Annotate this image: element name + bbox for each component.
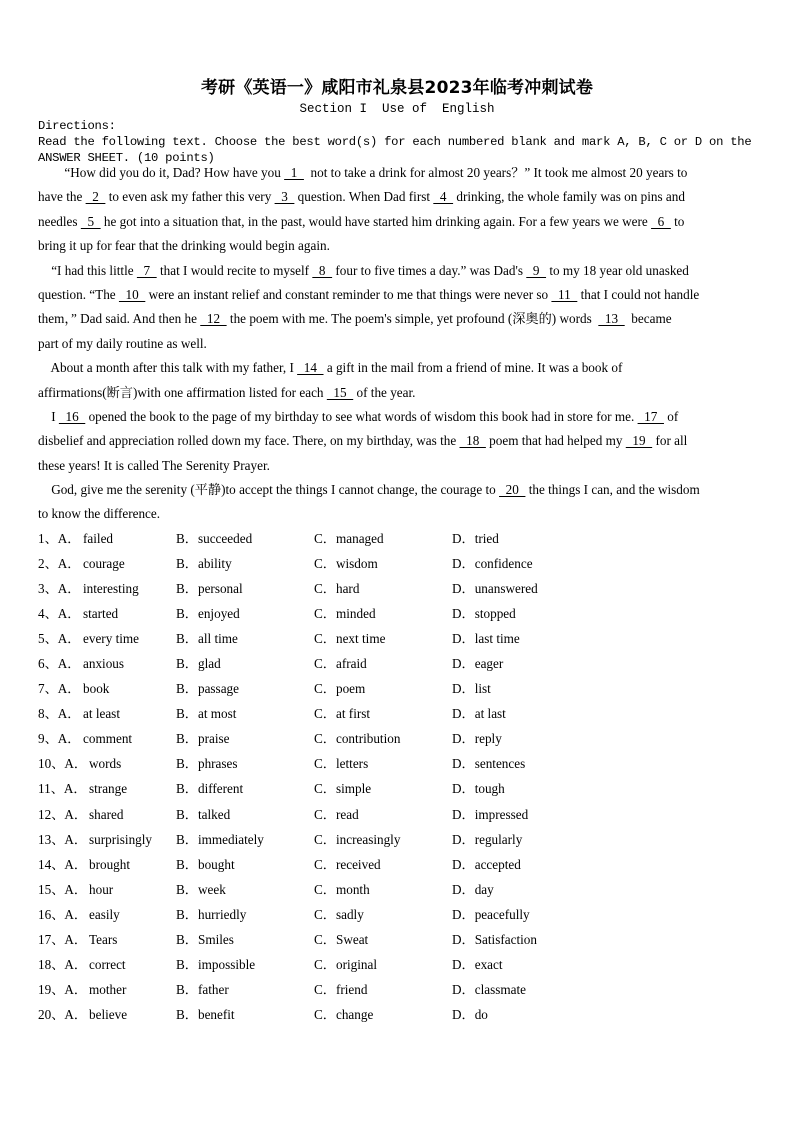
question-row — [38, 529, 758, 554]
question-row — [38, 880, 758, 905]
passage-text: question. When Dad first — [294, 189, 434, 205]
numbered-blank: 16 — [58, 408, 86, 424]
numbered-blank: 1 — [284, 165, 304, 180]
option-a[interactable]: words — [89, 756, 122, 772]
option-b[interactable]: B．hurriedly — [176, 906, 247, 922]
option-b[interactable]: B．glad — [176, 656, 221, 672]
question-number[interactable]: 6、A． — [38, 656, 81, 672]
option-c[interactable]: C．change — [314, 1006, 374, 1022]
option-b[interactable]: B．succeeded — [176, 531, 253, 546]
option-a[interactable]: brought — [89, 856, 131, 872]
passage-text: not to take a drink for almost 20 years？” It took me almost 20 years to — [303, 165, 688, 180]
option-b[interactable]: B．personal — [176, 581, 243, 597]
passage-text: of — [663, 408, 679, 424]
passage-text: of the year. — [353, 384, 416, 400]
option-b[interactable]: B．praise — [176, 731, 230, 747]
question-number[interactable]: 15、A． — [38, 881, 88, 897]
passage-line — [38, 234, 758, 258]
option-d[interactable]: D．day — [452, 881, 494, 897]
question-number[interactable]: 20、A． — [38, 1006, 88, 1022]
option-b[interactable]: B．different — [176, 781, 244, 797]
option-d[interactable]: D．list — [452, 681, 491, 697]
option-d[interactable]: D．do — [452, 1006, 488, 1022]
option-c[interactable]: C．received — [314, 856, 381, 872]
option-d[interactable]: D．Satisfaction — [452, 931, 537, 947]
option-c[interactable]: C．increasingly — [314, 831, 401, 847]
passage-text: that I would recite to myself — [156, 262, 313, 278]
passage-text: for all — [652, 433, 688, 449]
option-a[interactable]: comment — [83, 731, 133, 747]
passage-text: “I had this little — [38, 262, 137, 278]
option-a[interactable]: easily — [89, 906, 120, 922]
question-row — [38, 830, 758, 855]
option-c[interactable]: C．read — [314, 806, 359, 822]
passage-line — [38, 454, 758, 478]
option-a[interactable]: at least — [83, 706, 120, 722]
option-b[interactable]: B．benefit — [176, 1006, 235, 1022]
question-number[interactable]: 5、A． — [38, 631, 81, 647]
numbered-blank: 2 — [85, 189, 106, 205]
question-number[interactable]: 19、A． — [38, 981, 88, 997]
section-heading: Section I Use of English — [299, 102, 495, 116]
option-b[interactable]: B．bought — [176, 856, 235, 872]
option-b[interactable]: B．passage — [176, 681, 239, 697]
option-d[interactable]: D．eager — [452, 656, 504, 672]
option-b[interactable]: B．all time — [176, 631, 238, 647]
option-c[interactable]: C．minded — [314, 606, 376, 622]
option-b[interactable]: B．Smiles — [176, 931, 234, 947]
option-c[interactable]: C．at first — [314, 706, 371, 722]
question-row — [38, 554, 758, 579]
question-number[interactable]: 18、A． — [38, 956, 88, 972]
option-b[interactable]: B．enjoyed — [176, 606, 240, 622]
passage-text: that I could not handle — [577, 286, 700, 302]
numbered-blank: 13 — [598, 311, 625, 327]
option-a[interactable]: interesting — [83, 581, 139, 597]
option-a[interactable]: failed — [83, 531, 114, 546]
option-c[interactable]: C．hard — [314, 581, 360, 597]
question-number[interactable]: 9、A． — [38, 731, 81, 747]
numbered-blank: 10 — [118, 286, 146, 302]
option-a[interactable]: hour — [89, 881, 114, 897]
option-a[interactable]: surprisingly — [89, 831, 153, 847]
passage-line — [38, 185, 758, 209]
option-a[interactable]: strange — [89, 781, 128, 797]
option-d[interactable]: D．accepted — [452, 856, 521, 872]
passage-line — [38, 332, 758, 356]
option-c[interactable]: C．managed — [314, 531, 384, 546]
option-b[interactable]: B．at most — [176, 706, 237, 722]
numbered-blank: 4 — [433, 189, 454, 205]
option-d[interactable]: D．reply — [452, 731, 502, 747]
question-row — [38, 805, 758, 830]
passage-line — [38, 210, 758, 234]
question-number[interactable]: 8、A． — [38, 706, 81, 722]
option-d[interactable]: D．at last — [452, 706, 506, 722]
passage-text: “How did you do it, Dad? How have you — [38, 165, 285, 180]
passage-line — [38, 405, 758, 429]
passage-text: have the — [38, 189, 86, 205]
option-a[interactable]: courage — [83, 556, 125, 572]
question-row — [38, 930, 758, 955]
option-b[interactable]: B．impossible — [176, 956, 256, 972]
passage-text: needles — [38, 213, 81, 229]
passage-text: drinking, the whole family was on pins and — [453, 189, 685, 205]
passage-line — [38, 356, 758, 380]
passage-line — [38, 259, 758, 283]
passage-line — [38, 381, 758, 405]
option-c[interactable]: C．poem — [314, 681, 366, 697]
question-row — [38, 729, 758, 754]
passage-text: affirmations(断言)with one affirmation listed for each — [38, 384, 327, 400]
option-d[interactable]: D．last time — [452, 631, 520, 647]
question-number[interactable]: 3、A． — [38, 581, 81, 597]
question-row — [38, 679, 758, 704]
question-row — [38, 754, 758, 779]
passage-text: were an instant relief and constant reminder to me that things were never so — [145, 286, 552, 302]
passage-line — [38, 283, 758, 307]
numbered-blank: 3 — [274, 189, 295, 205]
question-number[interactable]: 4、A． — [38, 606, 81, 622]
numbered-blank: 7 — [136, 262, 157, 278]
passage-text: a gift in the mail from a friend of mine. It was a book of — [323, 360, 623, 376]
option-c[interactable]: C．contribution — [314, 731, 401, 747]
question-number[interactable]: 12、A． — [38, 806, 88, 822]
option-b[interactable]: B．talked — [176, 806, 231, 822]
option-c[interactable]: C．wisdom — [314, 556, 378, 572]
passage-text: question. “The — [38, 286, 119, 302]
answer-options-list — [38, 529, 758, 1030]
question-row — [38, 604, 758, 629]
numbered-blank: 11 — [551, 286, 578, 302]
option-d[interactable]: D．unanswered — [452, 581, 538, 597]
question-number[interactable]: 16、A． — [38, 906, 88, 922]
question-row — [38, 629, 758, 654]
directions-label: Directions: — [38, 119, 116, 133]
option-c[interactable]: C．original — [314, 956, 378, 972]
option-a[interactable]: started — [83, 606, 119, 622]
option-d[interactable]: D．exact — [452, 956, 503, 972]
question-number[interactable]: 2、A． — [38, 556, 81, 572]
numbered-blank: 6 — [651, 213, 671, 229]
passage-text: part of my daily routine as well. — [38, 335, 207, 351]
numbered-blank: 18 — [459, 433, 486, 449]
numbered-blank: 8 — [312, 262, 333, 278]
option-c[interactable]: C．Sweat — [314, 931, 369, 947]
question-row — [38, 905, 758, 930]
passage-line — [38, 478, 758, 502]
option-d[interactable]: D．tough — [452, 781, 505, 797]
numbered-blank: 15 — [326, 384, 354, 400]
question-number[interactable]: 7、A． — [38, 681, 81, 697]
option-a[interactable]: shared — [89, 806, 124, 822]
option-a[interactable]: anxious — [83, 656, 125, 672]
option-a[interactable]: mother — [89, 981, 127, 997]
passage-line — [38, 429, 758, 453]
passage-line — [38, 502, 758, 526]
option-b[interactable]: B．week — [176, 881, 226, 897]
numbered-blank: 19 — [625, 433, 653, 449]
numbered-blank: 20 — [499, 482, 526, 498]
passage-text: to know the difference. — [38, 506, 161, 522]
option-d[interactable]: D．peacefully — [452, 906, 530, 922]
option-a[interactable]: believe — [89, 1006, 128, 1022]
question-number[interactable]: 17、A． — [38, 931, 88, 947]
option-a[interactable]: every time — [83, 631, 140, 647]
option-d[interactable]: D．regularly — [452, 831, 523, 847]
passage-text: four to five times a day.” was Dad's — [332, 262, 527, 278]
numbered-blank: 5 — [80, 213, 101, 229]
passage-text: the poem with me. The poem's simple, yet profound (深奥的) words — [226, 311, 599, 327]
option-c[interactable]: C．letters — [314, 756, 369, 772]
passage-text: I — [38, 408, 59, 424]
passage-text: God, give me the serenity (平静)to accept the things I cannot change, the courage to — [38, 482, 500, 498]
option-d[interactable]: D．classmate — [452, 981, 526, 997]
passage-text: opened the book to the page of my birthday to see what words of wisdom this book had in store for me. — [85, 408, 638, 424]
passage-text: poem that had helped my — [485, 433, 626, 449]
directions-text-line-1: Read the following text. Choose the best word(s) for each numbered blank and mark A, B, C or D on the — [38, 135, 752, 149]
question-row — [38, 779, 758, 804]
option-a[interactable]: book — [83, 681, 110, 697]
page-title: 考研《英语一》咸阳市礼泉县2023年临考冲刺试卷 — [200, 78, 594, 98]
numbered-blank: 14 — [297, 360, 324, 376]
option-b[interactable]: B．father — [176, 981, 229, 997]
question-number[interactable]: 10、A． — [38, 756, 88, 772]
option-c[interactable]: C．afraid — [314, 656, 367, 672]
question-row — [38, 1005, 758, 1030]
passage-text: became — [624, 311, 672, 327]
passage-text: to — [670, 213, 685, 229]
option-d[interactable]: D．tried — [452, 531, 499, 546]
passage-text: to my 18 year old unasked — [546, 262, 689, 278]
passage-text: them，” Dad said. And then he — [38, 311, 201, 327]
option-c[interactable]: C．next time — [314, 631, 386, 647]
option-b[interactable]: B．phrases — [176, 756, 238, 772]
option-d[interactable]: D．confidence — [452, 556, 533, 572]
question-row — [38, 704, 758, 729]
cloze-passage — [38, 161, 758, 527]
option-c[interactable]: C．simple — [314, 781, 372, 797]
passage-text: About a month after this talk with my father, I — [38, 360, 298, 376]
numbered-blank: 12 — [200, 311, 227, 327]
option-d[interactable]: D．impressed — [452, 806, 529, 822]
question-row — [38, 654, 758, 679]
passage-text: disbelief and appreciation rolled down my face. There, on my birthday, was the — [38, 433, 460, 449]
question-row — [38, 579, 758, 604]
passage-text: these years! It is called The Serenity Prayer. — [38, 457, 270, 473]
question-number[interactable]: 14、A． — [38, 856, 88, 872]
question-row — [38, 855, 758, 880]
question-number[interactable]: 11、A． — [38, 781, 87, 797]
question-row — [38, 980, 758, 1005]
option-b[interactable]: B．ability — [176, 556, 232, 572]
passage-line — [38, 161, 758, 185]
option-a[interactable]: correct — [89, 956, 126, 972]
passage-text: to even ask my father this very — [105, 189, 275, 205]
directions-text-line-2: ANSWER SHEET. (10 points) — [38, 151, 215, 165]
option-c[interactable]: C．friend — [314, 981, 368, 997]
option-d[interactable]: D．stopped — [452, 606, 516, 622]
question-row — [38, 955, 758, 980]
passage-text: he got into a situation that, in the past, would have started him drinking again. For a few years we were — [100, 213, 652, 229]
option-a[interactable]: Tears — [89, 931, 118, 947]
passage-line — [38, 307, 758, 331]
option-c[interactable]: C．month — [314, 881, 370, 897]
option-c[interactable]: C．sadly — [314, 906, 364, 922]
option-b[interactable]: B．immediately — [176, 831, 264, 847]
passage-text: the things I can, and the wisdom — [525, 482, 700, 498]
numbered-blank: 9 — [526, 262, 547, 278]
passage-text: bring it up for fear that the drinking would begin again. — [38, 238, 330, 254]
numbered-blank: 17 — [637, 408, 664, 424]
option-d[interactable]: D．sentences — [452, 756, 526, 772]
question-number[interactable]: 1、A． — [38, 531, 81, 546]
question-number[interactable]: 13、A． — [38, 831, 88, 847]
